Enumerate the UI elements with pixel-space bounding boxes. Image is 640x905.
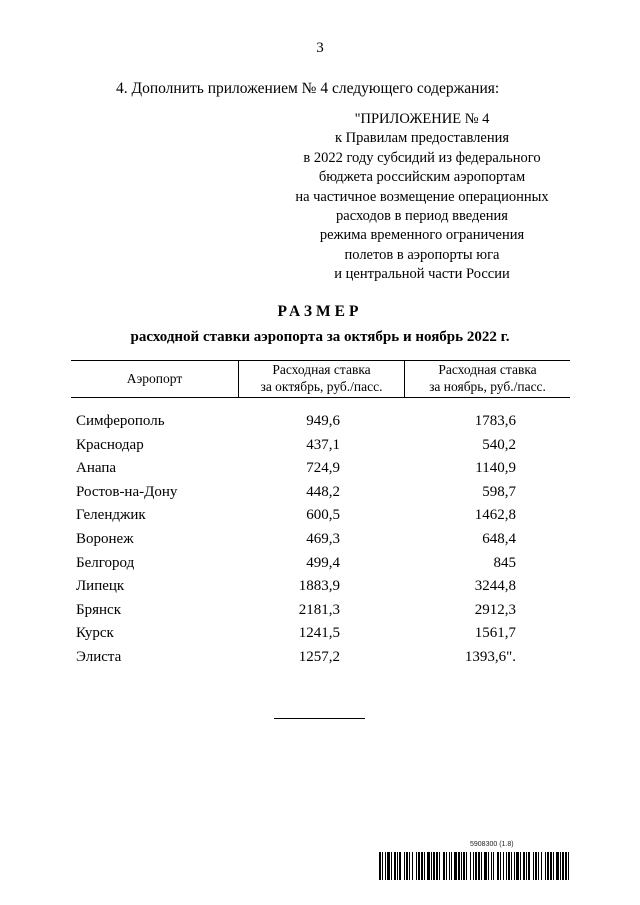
table-row (0, 437, 640, 461)
table-row (0, 531, 640, 555)
barcode-code: 5908300 (1.8) (470, 841, 514, 848)
airport-name: Липецк (76, 578, 125, 595)
header-line: Аэропорт (126, 371, 183, 386)
appendix-line: и центральной части России (334, 266, 510, 283)
rate-november: 2912,3 (474, 601, 516, 618)
table-row (0, 507, 640, 531)
table-row (0, 625, 640, 649)
rate-october: 448,2 (306, 483, 340, 500)
appendix-line: "ПРИЛОЖЕНИЕ № 4 (354, 111, 490, 127)
table-body (0, 413, 640, 673)
table-row (0, 484, 640, 508)
rate-november: 1561,7 (474, 625, 516, 642)
airport-name: Белгород (76, 554, 135, 571)
table-header-october (239, 362, 404, 395)
rate-october: 1257,2 (298, 648, 340, 665)
appendix-line: к Правилам предоставления (334, 130, 510, 147)
appendix-line: расходов в период введения (336, 208, 508, 225)
table-row (0, 555, 640, 579)
airport-name: Курск (76, 625, 114, 642)
rate-november: 598,7 (482, 483, 516, 500)
airport-name: Симферополь (76, 413, 165, 429)
page-number: 3 (316, 40, 324, 56)
airport-name: Краснодар (76, 436, 144, 453)
header-line: за ноябрь, руб./пасс. (429, 378, 546, 394)
rate-november: 3244,8 (474, 578, 516, 595)
airport-name: Брянск (76, 601, 121, 618)
airport-name: Геленджик (76, 507, 146, 524)
header-line: Расходная ставка (272, 362, 371, 377)
appendix-line: бюджета российским аэропортам (318, 169, 526, 186)
document-title: РАЗМЕР (277, 303, 363, 320)
header-line: за октябрь, руб./пасс. (260, 378, 383, 394)
table-header-november (405, 362, 570, 395)
header-line: Расходная ставка (438, 362, 537, 377)
table-top-rule (71, 360, 570, 361)
rate-october: 499,4 (306, 554, 340, 571)
table-header-rule (71, 397, 570, 398)
closing-rule (274, 718, 365, 719)
appendix-line: в 2022 году субсидий из федерального (303, 149, 541, 166)
rate-november: 540,2 (482, 436, 516, 453)
table-row (0, 578, 640, 602)
rate-october: 1883,9 (298, 578, 340, 595)
barcode (379, 852, 571, 880)
rate-october: 2181,3 (298, 601, 340, 618)
rate-october: 724,9 (306, 460, 340, 477)
appendix-line: полетов в аэропорты юга (344, 246, 500, 263)
rate-november: 1783,6 (474, 413, 516, 429)
rate-october: 600,5 (306, 507, 340, 524)
table-header-airport (71, 371, 238, 388)
airport-name: Ростов-на-Дону (76, 483, 178, 500)
airport-name: Элиста (76, 648, 122, 665)
rate-october: 469,3 (306, 530, 340, 547)
airport-name: Воронеж (76, 530, 134, 547)
rate-november: 1462,8 (474, 507, 516, 524)
table-row (0, 413, 640, 437)
rate-october: 437,1 (306, 436, 340, 453)
rate-november: 648,4 (482, 530, 516, 547)
rate-october: 949,6 (306, 413, 340, 429)
rate-november: 845 (493, 554, 516, 571)
intro-paragraph: 4. Дополнить приложением № 4 следующего содержания: (116, 80, 500, 97)
appendix-header (262, 110, 582, 285)
table-row (0, 649, 640, 673)
table-row (0, 460, 640, 484)
appendix-line: режима временного ограничения (319, 227, 525, 244)
document-subtitle: расходной ставки аэропорта за октябрь и ноябрь 2022 г. (130, 329, 510, 345)
appendix-line: на частичное возмещение операционных (295, 188, 549, 205)
rate-november: 1140,9 (475, 460, 516, 477)
airport-name: Анапа (76, 460, 117, 477)
rate-november: 1393,6". (464, 648, 516, 665)
table-row (0, 602, 640, 626)
rate-october: 1241,5 (298, 625, 340, 642)
